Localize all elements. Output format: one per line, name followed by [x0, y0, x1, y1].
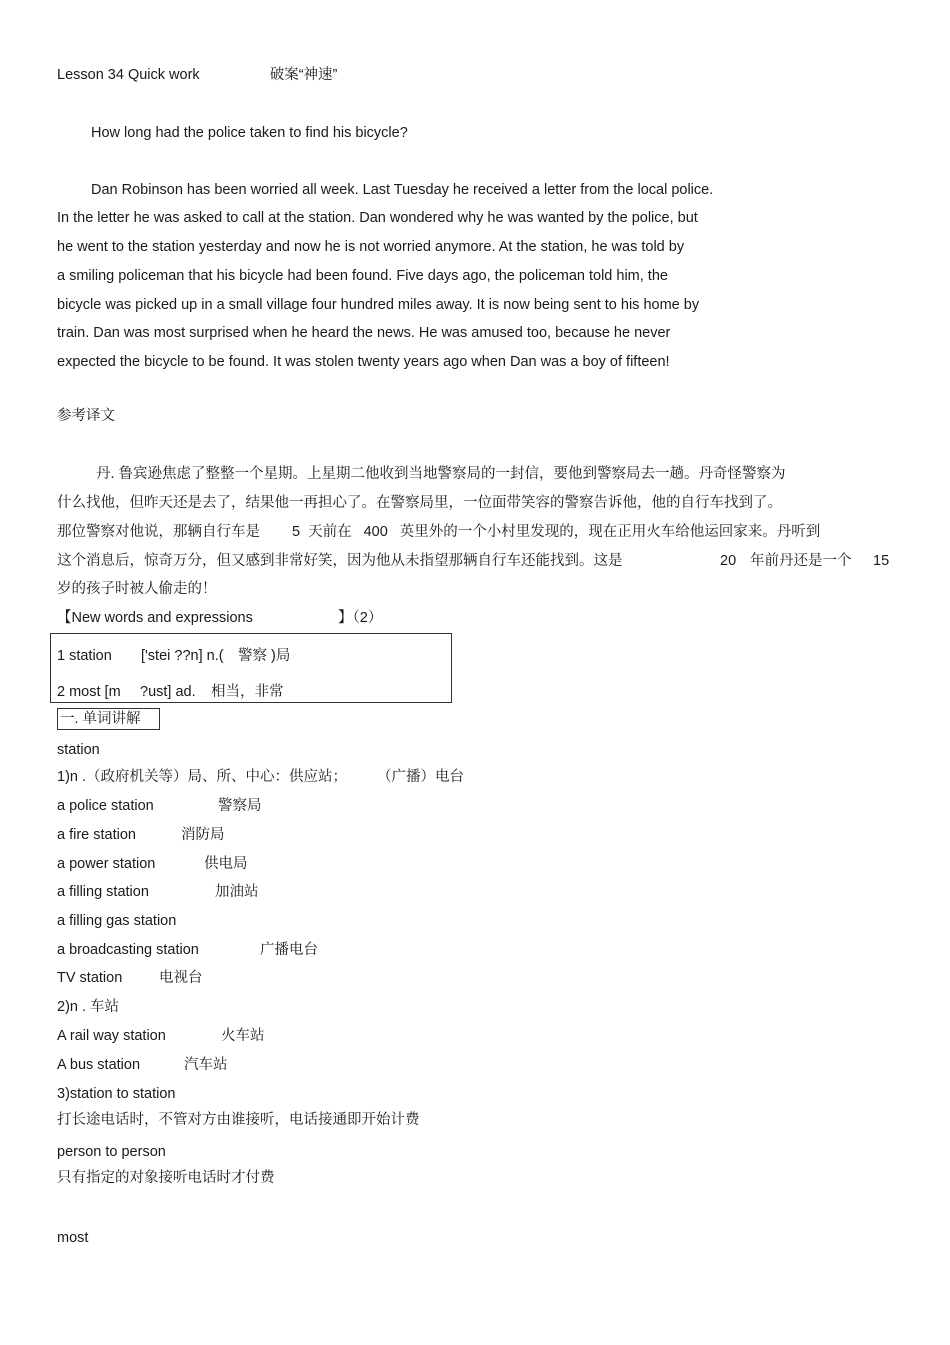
passage-line: Dan Robinson has been worried all week. Last Tuesday he received a letter from the local police. [91, 182, 714, 198]
definition-cn: 只有指定的对象接听电话时才付费 [57, 1170, 275, 1186]
phrase-en: a broadcasting station [57, 942, 199, 958]
phrase-cn: 电视台 [159, 970, 203, 986]
lesson-title-cn: 破案“神速” [269, 67, 338, 83]
definition [57, 767, 464, 787]
vocab-meaning: 警察 )局 [238, 648, 291, 664]
section-title: 一. 单词讲解 [60, 711, 141, 727]
passage-line: In the letter he was asked to call at the station. Dan wondered why he was wanted by the police, but [57, 210, 698, 226]
word-heading: station [57, 742, 100, 758]
question: How long had the police taken to find his bicycle? [91, 125, 408, 141]
passage-line: bicycle was picked up in a small village four hundred miles away. It is now being sent to his home by [57, 297, 700, 313]
phrase-cn: 供电局 [204, 856, 248, 872]
passage-line: train. Dan was most surprised when he heard the news. He was amused too, because he never [57, 325, 671, 341]
phrase-cn: 汽车站 [184, 1057, 228, 1073]
phrase-cn: 广播电台 [260, 942, 318, 958]
definition-text: 1)n .（政府机关等）局、所、中心：供应站； [57, 769, 348, 785]
translation-line [57, 522, 820, 542]
translation-number: 15 [873, 553, 890, 569]
translation-line: 丹. 鲁宾逊焦虑了整整一个星期。上星期二他收到当地警察局的一封信，要他到警察局去一趟。丹奇怪警察为 [96, 466, 786, 482]
new-words-heading-text: 【New words and expressions [57, 610, 253, 626]
phrase-cn: 火车站 [221, 1028, 265, 1044]
translation-line: 岁的孩子时被人偷走的！ [57, 581, 217, 597]
new-words-heading-suffix: 】（2） [338, 610, 383, 626]
vocab-word: 2 most [m [57, 684, 121, 700]
phrase-en: A bus station [57, 1057, 141, 1073]
passage-line: expected the bicycle to be found. It was stolen twenty years ago when Dan was a boy of fifteen! [57, 354, 670, 370]
translation-text: 年前丹还是一个 [750, 553, 852, 569]
vocab-meaning: 相当，非常 [211, 684, 284, 700]
definition-cn: 打长途电话时，不管对方由谁接听，电话接通即开始计费 [57, 1112, 420, 1128]
translation-line: 什么找他，但昨天还是去了，结果他一再担心了。在警察局里，一位面带笑容的警察告诉他，他的自行车找到了。 [57, 495, 782, 511]
phrase-cn: 消防局 [181, 827, 225, 843]
definition-text: （广播）电台 [377, 769, 465, 785]
lesson-label: Lesson 34 Quick work [57, 67, 200, 83]
phrase-cn: 警察局 [218, 798, 262, 814]
phrase-en: TV station [57, 970, 123, 986]
definition: 3)station to station [57, 1086, 176, 1102]
translation-line [57, 551, 623, 571]
phrase-en: a police station [57, 798, 154, 814]
vocab-phonetic: ['stei ??n] n.( [141, 648, 224, 664]
translation-number: 20 [720, 553, 737, 569]
translation-text: 这个消息后，惊奇万分，但又感到非常好笑，因为他从未指望那辆自行车还能找到。这是 [57, 553, 623, 569]
passage-line: he went to the station yesterday and now he is not worried anymore. At the station, he was told by [57, 239, 685, 255]
phrase-en: a power station [57, 856, 156, 872]
vocab-phonetic: ?ust] ad. [140, 684, 196, 700]
phrase-cn: 加油站 [215, 884, 259, 900]
new-words-heading [57, 608, 253, 628]
phrase-en: A rail way station [57, 1028, 166, 1044]
phrase-en: person to person [57, 1144, 166, 1160]
translation-text: 那位警察对他说，那辆自行车是 [57, 524, 260, 540]
passage-line: a smiling policeman that his bicycle had been found. Five days ago, the policeman told him, the [57, 268, 668, 284]
translation-heading: 参考译文 [57, 408, 115, 424]
translation-text: 英里外的一个小村里发现的，现在正用火车给他运回家来。丹听到 [399, 524, 821, 540]
vocab-word: 1 station [57, 648, 112, 664]
translation-text: 天前在 [308, 524, 352, 540]
translation-number: 5 [292, 524, 301, 540]
phrase-en: a filling station [57, 884, 149, 900]
phrase-en: a filling gas station [57, 913, 177, 929]
lesson-title [57, 65, 337, 85]
definition: 2)n . 车站 [57, 999, 120, 1015]
translation-number: 400 [363, 524, 388, 540]
word-heading: most [57, 1230, 89, 1246]
phrase-en: a fire station [57, 827, 136, 843]
